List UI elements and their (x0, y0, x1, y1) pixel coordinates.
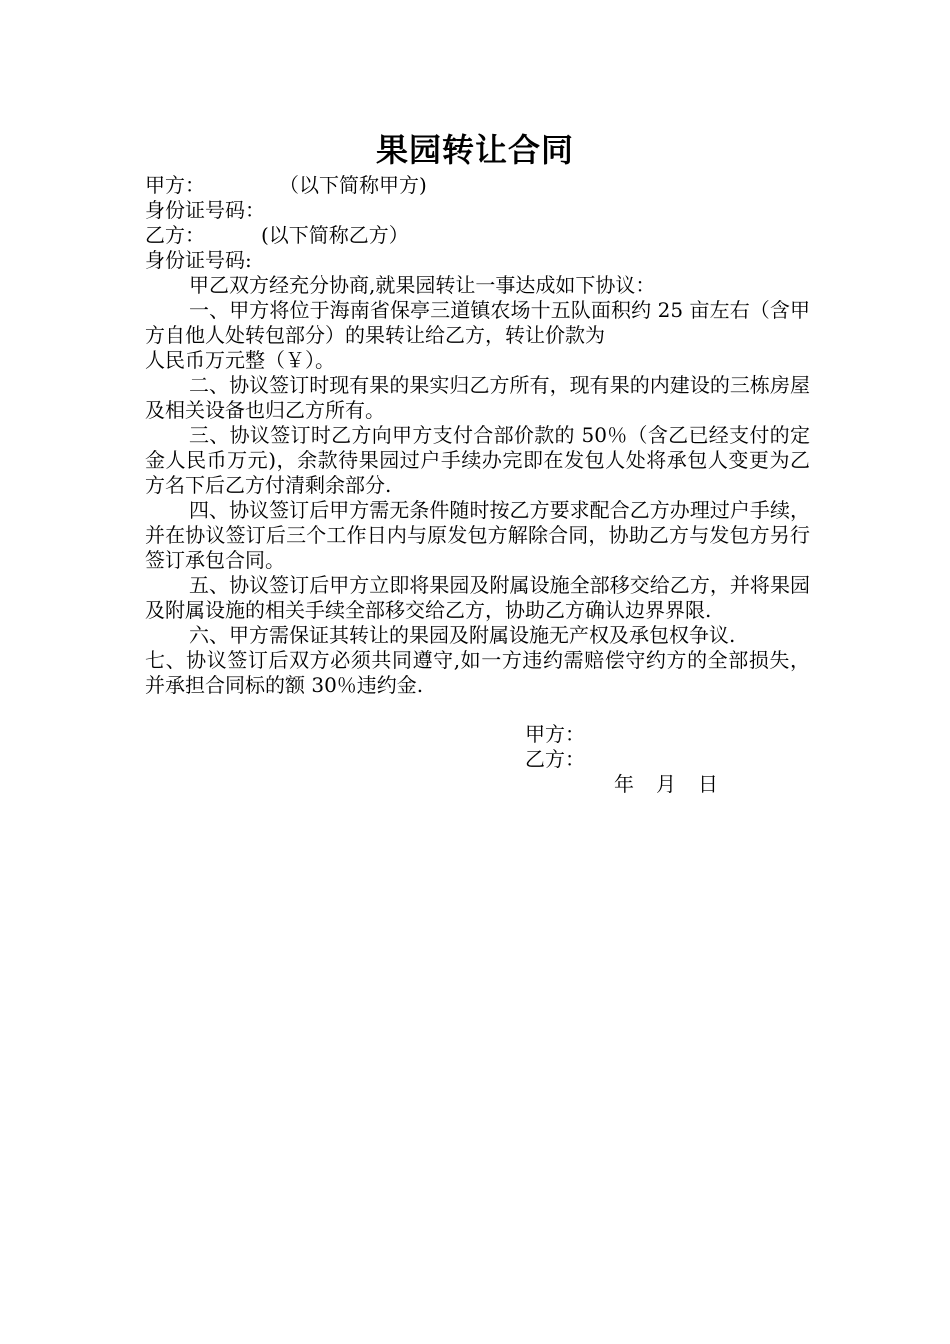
party-a-note: （以下简称甲方) (279, 173, 427, 197)
party-b-id: 身份证号码: (145, 248, 252, 272)
signature-party-b: 乙方： (525, 747, 585, 771)
clause-4: 四、协议签订后甲方需无条件随时按乙方要求配合乙方办理过户手续，并在协议签订后三个工作日内与原发包方解除合同，协助乙方与发包方另行签订承包合同。 (145, 498, 810, 572)
signature-party-a: 甲方： (525, 722, 585, 746)
document-title: 果园转让合同 (375, 131, 574, 169)
clause-2: 二、协议签订时现有果的果实归乙方所有，现有果的内建设的三栋房屋及相关设备也归乙方所有。 (145, 373, 810, 422)
date-month: 月 (656, 772, 676, 796)
date-year: 年 (614, 772, 634, 796)
document-body (145, 173, 810, 698)
clause-6: 六、甲方需保证其转让的果园及附属设施无产权及承包权争议. (189, 623, 736, 647)
clause-5: 五、协议签订后甲方立即将果园及附属设施全部移交给乙方，并将果园及附属设施的相关手续全部移交给乙方，协助乙方确认边界界限. (145, 573, 810, 622)
party-a-id: 身份证号码： (145, 198, 265, 222)
clause-1-price: 人民币万元整（￥）。 (145, 348, 335, 372)
clause-7: 七、协议签订后双方必须共同遵守,如一方违约需赔偿守约方的全部损失，并承担合同标的额 30％违约金. (145, 648, 810, 697)
clause-3: 三、协议签订时乙方向甲方支付合部价款的 50％（含乙已经支付的定金人民币万元)，余款待果园过户手续办完即在发包人处将承包人变更为乙方名下后乙方付清剩余部分. (145, 423, 810, 497)
party-a-line (145, 173, 810, 198)
clause-1: 一、甲方将位于海南省保亭三道镇农场十五队面积约 25 亩左右（含甲方自他人处转包部分）的果转让给乙方，转让价款为 (145, 298, 810, 347)
signature-date (614, 772, 718, 797)
party-b-line (145, 223, 810, 248)
party-a-label: 甲方： (145, 173, 205, 197)
party-b-note: (以下简称乙方） (261, 223, 409, 247)
party-b-label: 乙方： (145, 223, 205, 247)
date-day: 日 (698, 772, 718, 796)
intro-paragraph: 甲乙双方经充分协商,就果园转让一事达成如下协议： (189, 273, 656, 297)
